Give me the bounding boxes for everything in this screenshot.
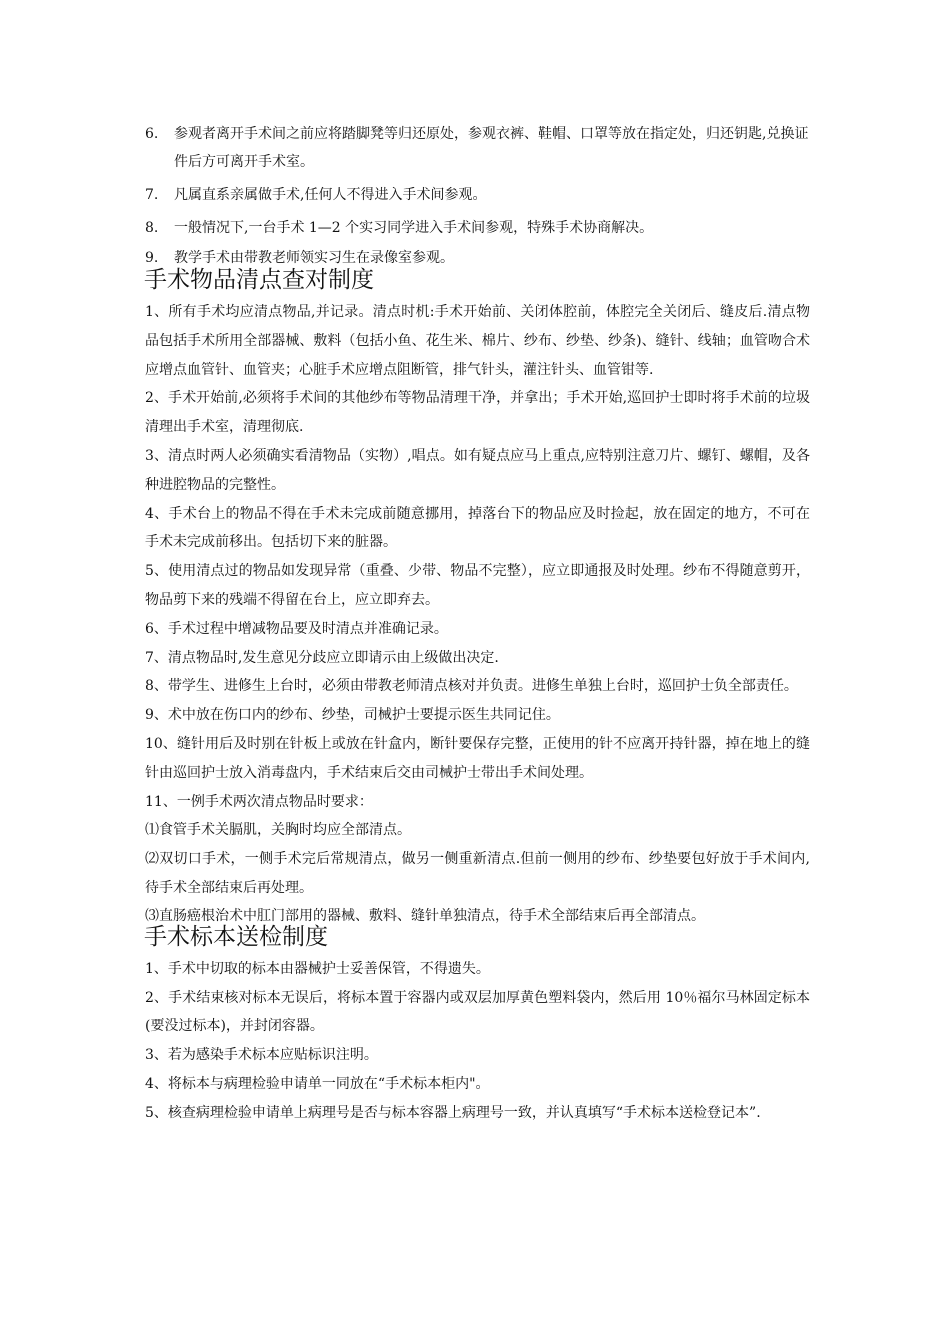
paragraph: ⑵双切口手术，一侧手术完后常规清点，做另一侧重新清点.但前一侧用的纱布、纱垫要包好放于手术间内,待手术全部结束后再处理。 xyxy=(145,851,810,896)
paragraph: 7、清点物品时,发生意见分歧应立即请示由上级做出决定. xyxy=(145,649,499,666)
paragraph: 2、手术结束核对标本无误后，将标本置于容器内或双层加厚黄色塑料袋内，然后用 10％福尔马林固定标本(要没过标本)，并封闭容器。 xyxy=(145,989,810,1035)
paragraph: ⑶直肠癌根治术中肛门部用的器械、敷料、缝针单独清点，待手术全部结束后再全部清点。 xyxy=(145,907,705,924)
paragraph: 11、一例手术两次清点物品时要求： xyxy=(145,793,373,810)
rule-number: 8. xyxy=(145,220,159,236)
rule-number: 9. xyxy=(145,250,159,266)
paragraph: 3、清点时两人必须确实看清物品（实物）,唱点。如有疑点应马上重点,应特别注意刀片、螺钉、螺帽，及各种进腔物品的完整性。 xyxy=(145,447,810,493)
paragraph: 1、手术中切取的标本由器械护士妥善保管，不得遗失。 xyxy=(145,960,490,977)
paragraph: 9、术中放在伤口内的纱布、纱垫，司械护士要提示医生共同记住。 xyxy=(145,707,560,724)
paragraph: 3、若为感染手术标本应贴标识注明。 xyxy=(145,1047,378,1064)
rule-text: 教学手术由带教老师领实习生在录像室参观。 xyxy=(174,250,454,266)
rule-text: 参观者离开手术间之前应将踏脚凳等归还原处，参观衣裤、鞋帽、口罩等放在指定处，归还钥匙,兑换证件后方可离开手术室。 xyxy=(174,126,809,170)
paragraph: 8、带学生、进修生上台时，必须由带教老师清点核对并负责。进修生单独上台时，巡回护士负全部责任。 xyxy=(145,678,798,695)
paragraph: 4、将标本与病理检验申请单一同放在“手术标本柜内"。 xyxy=(145,1075,490,1092)
rule-number: 6. xyxy=(145,126,159,142)
paragraph: 5、使用清点过的物品如发现异常（重叠、少带、物品不完整），应立即通报及时处理。纱布不得随意剪开，物品剪下来的残端不得留在台上，应立即弃去。 xyxy=(145,563,810,608)
visitor-rule-6 xyxy=(145,120,810,176)
visitor-rule-7 xyxy=(145,181,810,209)
paragraph: 5、核查病理检验申请单上病理号是否与标本容器上病理号一致，并认真填写“手术标本送检登记本”. xyxy=(145,1104,761,1121)
visitor-rule-9 xyxy=(145,247,810,266)
rule-number: 7. xyxy=(145,187,159,203)
rule-text: 凡属直系亲属做手术,任何人不得进入手术间参观。 xyxy=(174,187,487,203)
visitor-rule-8 xyxy=(145,214,810,242)
paragraph: 2、手术开始前,必须将手术间的其他纱布等物品清理干净，并拿出；手术开始,巡回护士即时将手术前的垃圾清理出手术室，清理彻底. xyxy=(145,390,810,436)
paragraph: ⑴食管手术关膈肌，关胸时均应全部清点。 xyxy=(145,822,411,839)
paragraph: 6、手术过程中增减物品要及时清点并准确记录。 xyxy=(145,620,448,637)
document-body xyxy=(145,120,810,1128)
paragraph: 4、手术台上的物品不得在手术未完成前随意挪用，掉落台下的物品应及时捡起，放在固定的地方，不可在手术未完成前移出。包括切下来的脏器。 xyxy=(145,505,810,551)
paragraph: 10、缝针用后及时别在针板上或放在针盒内，断针要保存完整，正使用的针不应离开持针器，掉在地上的缝针由巡回护士放入消毒盘内，手术结束后交由司械护士带出手术间处理。 xyxy=(145,735,810,781)
rule-text: 一般情况下,一台手术 1—2 个实习同学进入手术间参观，特殊手术协商解决。 xyxy=(174,220,654,236)
paragraph: 1、所有手术均应清点物品,并记录。清点时机:手术开始前、关闭体腔前，体腔完全关闭后、缝皮后.清点物品包括手术所用全部器械、敷料（包括小鱼、花生米、棉片、纱布、纱垫、纱条)、缝针、线轴；血管吻合术应增点血管针、血管夹；心脏手术应增点阻断管，排气针头，灌注针头、血管钳等. xyxy=(145,304,810,378)
section-heading-specimen: 手术标本送检制度 xyxy=(144,923,328,950)
section-heading-item-count: 手术物品清点查对制度 xyxy=(144,267,374,293)
